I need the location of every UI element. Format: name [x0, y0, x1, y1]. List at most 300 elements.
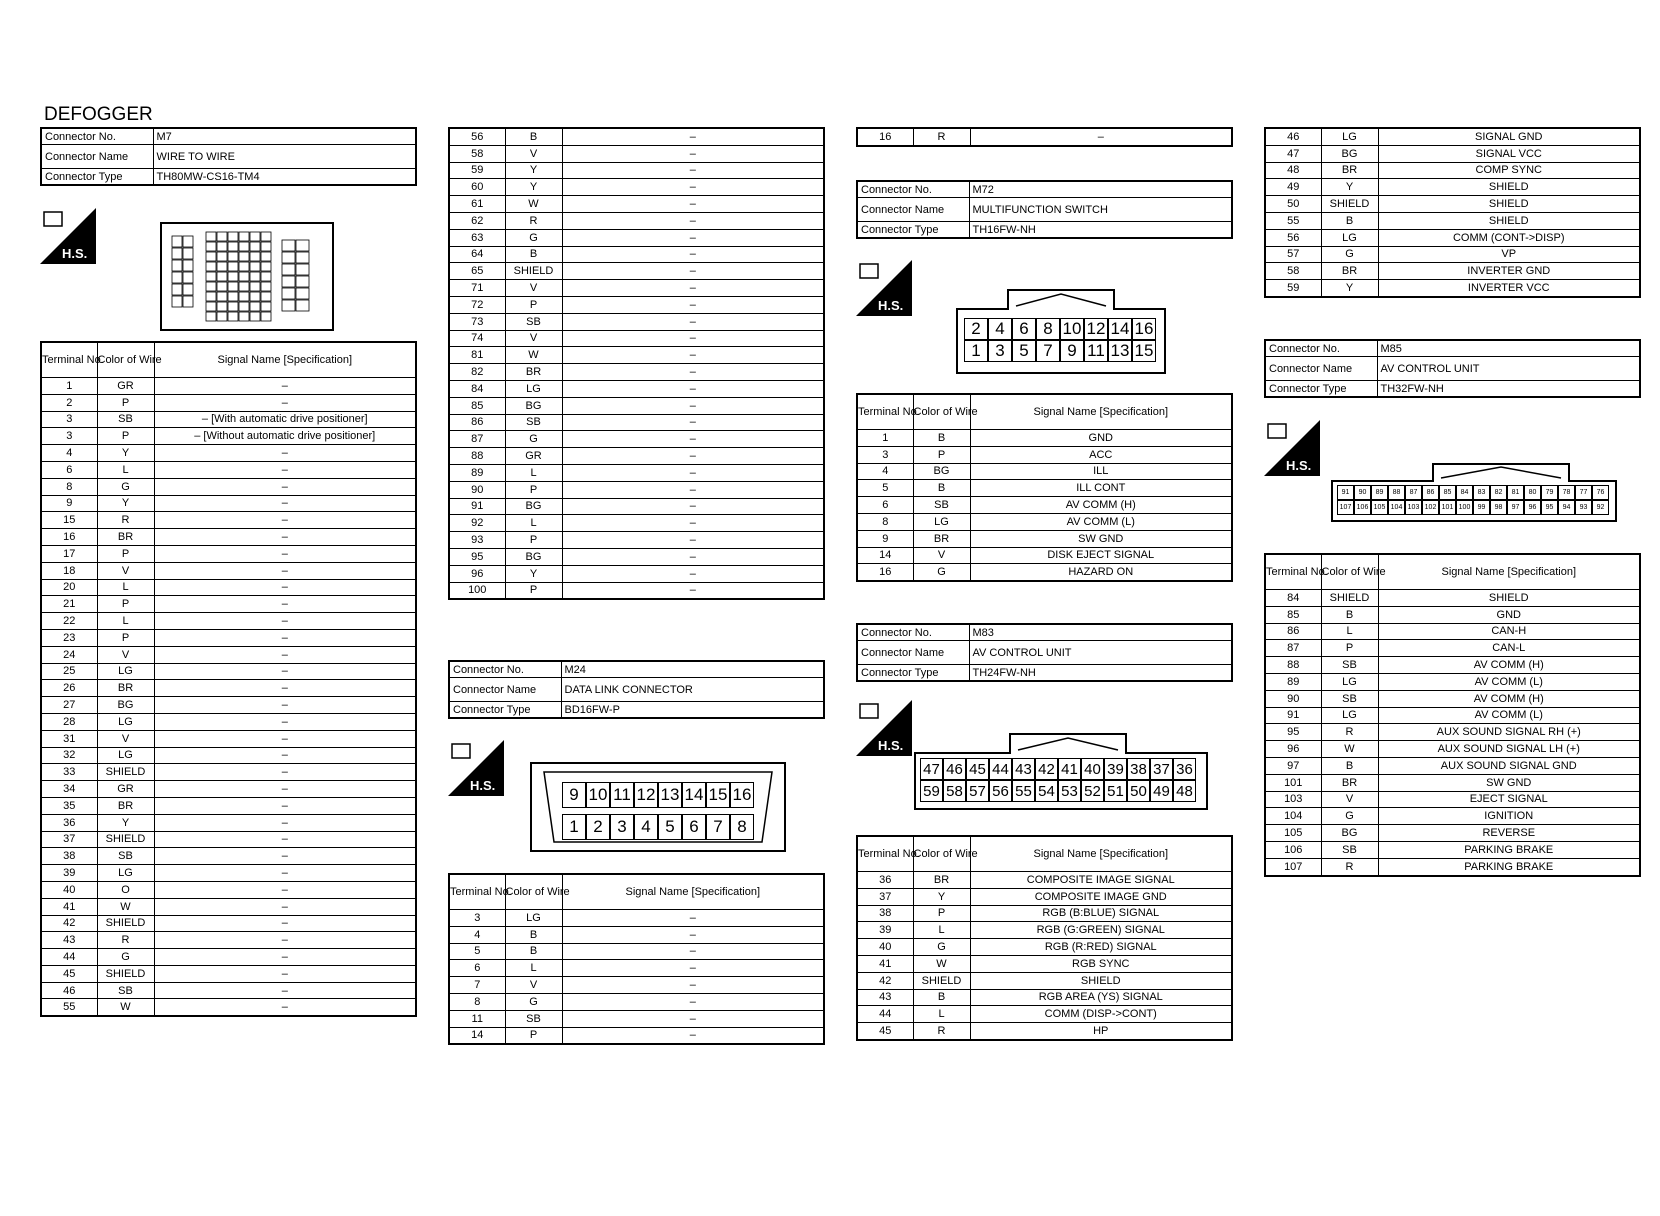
signal-name: – [Without automatic drive positioner] [154, 428, 416, 445]
wire-color: GR [505, 448, 562, 465]
connector-pin: 95 [1541, 500, 1558, 515]
terminal-no: 59 [449, 162, 505, 179]
table-row [449, 481, 824, 498]
table-row [1265, 808, 1640, 825]
terminal-no: 84 [449, 380, 505, 397]
wire-color: Y [505, 179, 562, 196]
wire-color: BR [1321, 162, 1378, 179]
header-terminal-no: Terminal No. [449, 874, 505, 910]
signal-name: PARKING BRAKE [1378, 858, 1640, 875]
connector-pin: 105 [1371, 500, 1388, 515]
terminal-no: 65 [449, 263, 505, 280]
connector-pin: 97 [1507, 500, 1524, 515]
wire-color: B [505, 128, 562, 145]
table-row [449, 246, 824, 263]
wire-color: Y [505, 162, 562, 179]
table-row [41, 646, 416, 663]
table-row [449, 145, 824, 162]
terminal-no: 40 [857, 939, 913, 956]
svg-text:H.S.: H.S. [878, 298, 904, 313]
wire-color: P [97, 545, 154, 562]
wire-color: BR [505, 364, 562, 381]
terminal-no: 14 [449, 1027, 505, 1044]
table-row [449, 296, 824, 313]
terminal-no: 57 [1265, 246, 1321, 263]
terminal-no: 71 [449, 280, 505, 297]
terminal-no: 43 [857, 989, 913, 1006]
terminal-no: 1 [41, 378, 97, 395]
table-row [449, 397, 824, 414]
terminal-no: 25 [41, 663, 97, 680]
table-row [857, 497, 1232, 514]
wire-color: SB [913, 497, 970, 514]
terminal-no: 46 [1265, 128, 1321, 145]
terminal-no: 42 [857, 972, 913, 989]
wire-color: P [1321, 640, 1378, 657]
terminal-no: 100 [449, 582, 505, 599]
connector-pin: 1 [964, 340, 988, 362]
table-row [857, 530, 1232, 547]
wire-color: L [97, 613, 154, 630]
table-row [41, 982, 416, 999]
signal-name: – [154, 781, 416, 798]
connector-face-m24 [530, 762, 786, 852]
table-row [1265, 841, 1640, 858]
header-terminal-no: Terminal No. [857, 394, 913, 430]
terminal-no: 95 [449, 548, 505, 565]
wire-color: B [913, 480, 970, 497]
wire-color: LG [1321, 229, 1378, 246]
pin-table-m24 [448, 873, 825, 1045]
wire-color: V [97, 646, 154, 663]
terminal-no: 104 [1265, 808, 1321, 825]
connector-pin: 8 [1036, 318, 1060, 340]
wire-color: B [1321, 757, 1378, 774]
terminal-no: 9 [857, 530, 913, 547]
wire-color: V [505, 280, 562, 297]
wire-color: L [505, 515, 562, 532]
terminal-no: 16 [41, 529, 97, 546]
header-color-of-wire: Color of Wire [913, 836, 970, 872]
signal-name: – [154, 394, 416, 411]
terminal-no: 96 [1265, 741, 1321, 758]
connector-pin: 58 [943, 780, 966, 802]
label-connector-name: Connector Name [41, 145, 153, 169]
terminal-no: 56 [1265, 229, 1321, 246]
signal-name: – [154, 445, 416, 462]
connector-pin: 12 [1084, 318, 1108, 340]
table-row [41, 428, 416, 445]
hs-icon [40, 208, 96, 264]
label-connector-no: Connector No. [41, 128, 153, 145]
signal-name: – [562, 196, 824, 213]
connector-pin: 40 [1081, 758, 1104, 780]
connector-pin: 43 [1012, 758, 1035, 780]
table-row [1265, 707, 1640, 724]
svg-text:H.S.: H.S. [1286, 458, 1312, 473]
terminal-no: 89 [1265, 673, 1321, 690]
terminal-no: 3 [449, 910, 505, 927]
connector-face-m7 [160, 222, 334, 331]
signal-name: ACC [970, 446, 1232, 463]
table-row [1265, 263, 1640, 280]
connector-pin: 44 [989, 758, 1012, 780]
signal-name: – [154, 697, 416, 714]
wire-color: B [505, 246, 562, 263]
wire-color: P [97, 596, 154, 613]
connector-pin: 46 [943, 758, 966, 780]
terminal-no: 9 [41, 495, 97, 512]
signal-name: AV COMM (L) [970, 513, 1232, 530]
table-row [1265, 791, 1640, 808]
wire-color: SHIELD [97, 965, 154, 982]
table-row [41, 478, 416, 495]
signal-name: – [562, 515, 824, 532]
table-row [857, 905, 1232, 922]
terminal-no: 55 [41, 999, 97, 1016]
connector-pin: 81 [1507, 485, 1524, 500]
wire-color: SHIELD [97, 831, 154, 848]
table-header [857, 394, 1232, 430]
connector-pin: 36 [1173, 758, 1196, 780]
table-row [449, 926, 824, 943]
table-row [857, 939, 1232, 956]
wire-color: W [913, 955, 970, 972]
signal-name: RGB (G:GREEN) SIGNAL [970, 922, 1232, 939]
table-row [1265, 590, 1640, 607]
signal-name: – [154, 478, 416, 495]
wire-color: Y [1321, 280, 1378, 297]
table-row [1265, 179, 1640, 196]
wire-color: G [1321, 246, 1378, 263]
table-row [41, 394, 416, 411]
header-terminal-no: Terminal No. [857, 836, 913, 872]
signal-name: RGB AREA (YS) SIGNAL [970, 989, 1232, 1006]
table-row [1265, 212, 1640, 229]
hs-icon [856, 700, 912, 756]
wire-color: LG [97, 747, 154, 764]
wire-color: O [97, 881, 154, 898]
terminal-no: 86 [1265, 623, 1321, 640]
connector-pin: 88 [1388, 485, 1405, 500]
page-title: DEFOGGER [44, 104, 153, 125]
connector-pin: 4 [634, 814, 658, 840]
connector-pin: 6 [1012, 318, 1036, 340]
wire-color: BG [913, 463, 970, 480]
signal-name: – [562, 179, 824, 196]
table-row [41, 495, 416, 512]
header-signal-name: Signal Name [Specification] [970, 836, 1232, 872]
table-row [41, 965, 416, 982]
signal-name: AV COMM (L) [1378, 707, 1640, 724]
wire-color: G [913, 564, 970, 581]
connector-pin: 48 [1173, 780, 1196, 802]
connector-name-value: DATA LINK CONNECTOR [561, 678, 824, 702]
header-signal-name: Signal Name [Specification] [970, 394, 1232, 430]
wire-color: L [97, 461, 154, 478]
connector-pin: 13 [658, 782, 682, 808]
terminal-no: 46 [41, 982, 97, 999]
signal-name: – [970, 128, 1232, 146]
terminal-no: 31 [41, 730, 97, 747]
table-row [857, 1023, 1232, 1040]
table-row [1265, 690, 1640, 707]
terminal-no: 20 [41, 579, 97, 596]
table-row [41, 529, 416, 546]
signal-name: SHIELD [1378, 179, 1640, 196]
signal-name: – [154, 747, 416, 764]
wire-color: BG [1321, 825, 1378, 842]
wire-color: V [505, 977, 562, 994]
terminal-no: 41 [41, 898, 97, 915]
terminal-no: 58 [449, 145, 505, 162]
table-row [41, 781, 416, 798]
signal-name: – [154, 797, 416, 814]
table-row [449, 330, 824, 347]
table-row [41, 613, 416, 630]
terminal-no: 93 [449, 532, 505, 549]
label-connector-name: Connector Name [1265, 357, 1377, 381]
connector-pin: 12 [634, 782, 658, 808]
connector-pin: 15 [706, 782, 730, 808]
connector-pin: 102 [1422, 500, 1439, 515]
terminal-no: 5 [449, 943, 505, 960]
table-row [449, 364, 824, 381]
terminal-no: 85 [449, 397, 505, 414]
signal-name: IGNITION [1378, 808, 1640, 825]
wire-color: SHIELD [913, 972, 970, 989]
wire-color: B [913, 989, 970, 1006]
table-row [857, 989, 1232, 1006]
wire-color: SB [1321, 841, 1378, 858]
connector-pin: 53 [1058, 780, 1081, 802]
terminal-no: 62 [449, 212, 505, 229]
signal-name: – [562, 145, 824, 162]
table-row [41, 411, 416, 428]
connector-name-value: MULTIFUNCTION SWITCH [969, 198, 1232, 222]
wire-color: W [505, 196, 562, 213]
connector-type-value: TH80MW-CS16-TM4 [153, 169, 416, 186]
connector-pin: 98 [1490, 500, 1507, 515]
wire-color: SB [1321, 690, 1378, 707]
wire-color: W [1321, 741, 1378, 758]
terminal-no: 42 [41, 915, 97, 932]
connector-pin: 57 [966, 780, 989, 802]
wire-color: BG [505, 498, 562, 515]
signal-name: – [154, 512, 416, 529]
signal-name: – [562, 532, 824, 549]
terminal-no: 22 [41, 613, 97, 630]
terminal-no: 89 [449, 464, 505, 481]
terminal-no: 6 [41, 461, 97, 478]
signal-name: – [154, 613, 416, 630]
terminal-no: 95 [1265, 724, 1321, 741]
wire-color: SHIELD [97, 764, 154, 781]
terminal-no: 96 [449, 565, 505, 582]
connector-info-m7 [40, 127, 417, 186]
wire-color: P [505, 582, 562, 599]
wire-color: W [505, 347, 562, 364]
wire-color: LG [97, 663, 154, 680]
table-row [449, 179, 824, 196]
wire-color: BG [1321, 145, 1378, 162]
wire-color: LG [1321, 707, 1378, 724]
table-row [41, 512, 416, 529]
terminal-no: 14 [857, 547, 913, 564]
signal-name: – [154, 713, 416, 730]
wire-color: R [97, 932, 154, 949]
table-row [449, 498, 824, 515]
connector-pin: 89 [1371, 485, 1388, 500]
signal-name: – [154, 932, 416, 949]
wire-color: LG [1321, 673, 1378, 690]
wire-color: L [913, 1006, 970, 1023]
table-row [41, 461, 416, 478]
signal-name: – [154, 680, 416, 697]
terminal-no: 50 [1265, 196, 1321, 213]
header-color-of-wire: Color of Wire [505, 874, 562, 910]
label-connector-type: Connector Type [41, 169, 153, 186]
signal-name: AUX SOUND SIGNAL LH (+) [1378, 741, 1640, 758]
table-row [41, 629, 416, 646]
table-row [1265, 606, 1640, 623]
signal-name: GND [970, 430, 1232, 447]
table-row [857, 972, 1232, 989]
wire-color: B [505, 926, 562, 943]
wire-color: BR [913, 530, 970, 547]
wire-color: W [97, 999, 154, 1016]
terminal-no: 15 [41, 512, 97, 529]
signal-name: DISK EJECT SIGNAL [970, 547, 1232, 564]
signal-name: – [154, 646, 416, 663]
connector-pin: 11 [1084, 340, 1108, 362]
wire-color: L [1321, 623, 1378, 640]
table-row [41, 949, 416, 966]
terminal-no: 90 [449, 481, 505, 498]
wire-color: R [913, 1023, 970, 1040]
wire-color: LG [97, 713, 154, 730]
wire-color: R [97, 512, 154, 529]
label-connector-name: Connector Name [449, 678, 561, 702]
connector-pin: 84 [1456, 485, 1473, 500]
signal-name: – [154, 730, 416, 747]
terminal-no: 88 [449, 448, 505, 465]
terminal-no: 40 [41, 881, 97, 898]
table-row [41, 579, 416, 596]
wire-color: Y [1321, 179, 1378, 196]
header-signal-name: Signal Name [Specification] [562, 874, 824, 910]
wire-color: B [913, 430, 970, 447]
table-row [449, 960, 824, 977]
table-row [41, 445, 416, 462]
connector-pin: 101 [1439, 500, 1456, 515]
wire-color: V [97, 730, 154, 747]
terminal-no: 88 [1265, 657, 1321, 674]
wire-color: BR [1321, 263, 1378, 280]
connector-pin: 5 [1012, 340, 1036, 362]
terminal-no: 32 [41, 747, 97, 764]
connector-pin: 80 [1524, 485, 1541, 500]
terminal-no: 55 [1265, 212, 1321, 229]
terminal-no: 87 [449, 431, 505, 448]
terminal-no: 84 [1265, 590, 1321, 607]
connector-name-value: WIRE TO WIRE [153, 145, 416, 169]
header-signal-name: Signal Name [Specification] [1378, 554, 1640, 590]
table-row [449, 582, 824, 599]
terminal-no: 36 [857, 872, 913, 889]
wire-color: P [97, 629, 154, 646]
wire-color: B [1321, 212, 1378, 229]
wire-color: SB [97, 982, 154, 999]
table-row [449, 162, 824, 179]
connector-info-m83 [856, 623, 1233, 682]
table-row [857, 446, 1232, 463]
table-row [1265, 246, 1640, 263]
table-row [41, 697, 416, 714]
connector-no-value: M85 [1377, 340, 1640, 357]
hs-icon [1264, 420, 1320, 476]
table-row [41, 747, 416, 764]
header-signal-name: Signal Name [Specification] [154, 342, 416, 378]
wire-color: P [505, 296, 562, 313]
terminal-no: 91 [1265, 707, 1321, 724]
terminal-no: 56 [449, 128, 505, 145]
signal-name: – [562, 263, 824, 280]
table-row [449, 212, 824, 229]
table-row [41, 378, 416, 395]
terminal-no: 38 [857, 905, 913, 922]
signal-name: – [562, 448, 824, 465]
wire-color: P [505, 481, 562, 498]
terminal-no: 91 [449, 498, 505, 515]
signal-name: CAN-L [1378, 640, 1640, 657]
signal-name: RGB SYNC [970, 955, 1232, 972]
terminal-no: 8 [449, 993, 505, 1010]
wire-color: SHIELD [505, 263, 562, 280]
connector-pin: 13 [1108, 340, 1132, 362]
connector-pin: 96 [1524, 500, 1541, 515]
wire-color: LG [505, 380, 562, 397]
terminal-no: 106 [1265, 841, 1321, 858]
connector-pin: 2 [964, 318, 988, 340]
connector-pin: 91 [1337, 485, 1354, 500]
wire-color: LG [505, 910, 562, 927]
pin-table-m7 [40, 341, 417, 1017]
signal-name: SHIELD [1378, 590, 1640, 607]
table-row [1265, 724, 1640, 741]
wire-color: BR [97, 680, 154, 697]
hs-icon [448, 740, 504, 796]
connector-pin: 37 [1150, 758, 1173, 780]
pin-table-m24-previous [856, 127, 1233, 147]
table-row [857, 872, 1232, 889]
terminal-no: 45 [41, 965, 97, 982]
terminal-no: 82 [449, 364, 505, 381]
signal-name: – [562, 347, 824, 364]
connector-name-value: AV CONTROL UNIT [969, 641, 1232, 665]
signal-name: ILL CONT [970, 480, 1232, 497]
label-connector-type: Connector Type [857, 222, 969, 239]
table-row [1265, 623, 1640, 640]
table-row [41, 562, 416, 579]
terminal-no: 2 [41, 394, 97, 411]
signal-name: VP [1378, 246, 1640, 263]
connector-pin: 106 [1354, 500, 1371, 515]
signal-name: – [562, 943, 824, 960]
signal-name: – [154, 764, 416, 781]
connector-face-m85 [1331, 480, 1617, 522]
signal-name: INVERTER VCC [1378, 280, 1640, 297]
